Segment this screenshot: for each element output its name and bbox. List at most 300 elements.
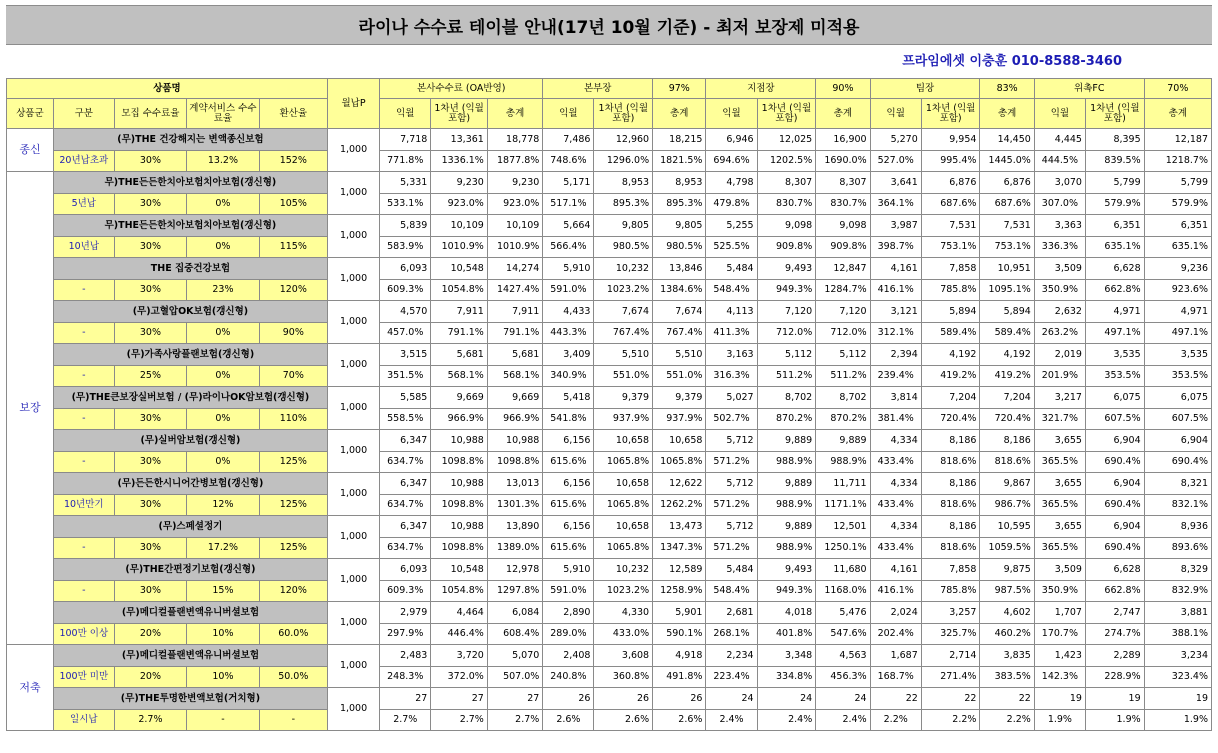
header-section-team: 팀장 (870, 79, 980, 99)
header-product-name: 상품명 (7, 79, 328, 99)
commission-amount: 10,109 (487, 215, 542, 237)
commission-percent: 350.9% (1034, 581, 1085, 602)
commission-amount: 7,204 (921, 387, 980, 409)
commission-amount: 1,687 (870, 645, 921, 667)
commission-percent: 832.1% (1144, 495, 1211, 516)
commission-percent: 579.9% (1085, 194, 1144, 215)
commission-percent: 1.9% (1034, 710, 1085, 731)
commission-percent: 615.6% (543, 495, 594, 516)
commission-amount: 9,889 (757, 516, 816, 538)
commission-amount: 9,493 (757, 559, 816, 581)
commission-amount: 10,658 (594, 516, 653, 538)
commission-percent: 1284.7% (816, 280, 870, 301)
commission-amount: 4,464 (431, 602, 488, 624)
product-rate-row (7, 280, 1212, 301)
commission-amount: 26 (653, 688, 706, 710)
commission-percent: 1202.5% (757, 151, 816, 172)
commission-percent: 818.6% (921, 538, 980, 559)
monthly-premium: 1,000 (327, 645, 379, 688)
commission-percent: 1389.0% (487, 538, 542, 559)
header-section-branch-pct: 90% (816, 79, 870, 99)
header-sub-2: 1차년 (익월포함) (1085, 99, 1144, 129)
header-sub-1: 익월 (1034, 99, 1085, 129)
commission-amount: 5,664 (543, 215, 594, 237)
commission-percent: 1336.1% (431, 151, 488, 172)
commission-amount: 9,954 (921, 129, 980, 151)
monthly-premium: 1,000 (327, 301, 379, 344)
commission-amount: 4,018 (757, 602, 816, 624)
commission-amount: 9,867 (980, 473, 1034, 495)
contract-rate-cell: 12% (187, 495, 260, 516)
commission-percent: 1.9% (1085, 710, 1144, 731)
commission-amount: 4,445 (1034, 129, 1085, 151)
monthly-premium: 1,000 (327, 516, 379, 559)
product-rate-row (7, 409, 1212, 430)
commission-percent: 433.4% (870, 452, 921, 473)
commission-amount: 5,418 (543, 387, 594, 409)
commission-amount: 5,839 (380, 215, 431, 237)
refund-rate-cell: 125% (259, 452, 327, 473)
commission-percent: 2.6% (653, 710, 706, 731)
refund-rate-cell: 60.0% (259, 624, 327, 645)
monthly-premium: 1,000 (327, 688, 379, 731)
commission-amount: 2,394 (870, 344, 921, 366)
commission-amount: 19 (1144, 688, 1211, 710)
commission-amount: 2,408 (543, 645, 594, 667)
commission-amount: 9,889 (757, 473, 816, 495)
commission-amount: 11,711 (816, 473, 870, 495)
commission-percent: 240.8% (543, 667, 594, 688)
commission-percent: 937.9% (653, 409, 706, 430)
contract-rate-cell: 10% (187, 624, 260, 645)
commission-amount: 8,307 (816, 172, 870, 194)
commission-amount: 10,595 (980, 516, 1034, 538)
commission-percent: 497.1% (1085, 323, 1144, 344)
commission-percent: 1065.8% (594, 452, 653, 473)
contract-rate-cell: 17.2% (187, 538, 260, 559)
contract-rate-cell: 0% (187, 323, 260, 344)
commission-percent: 608.4% (487, 624, 542, 645)
refund-rate-cell: 70% (259, 366, 327, 387)
product-name: (무)THE투명한변액보험(거치형) (53, 688, 327, 710)
type-cell: 10년만기 (53, 495, 114, 516)
commission-amount: 4,334 (870, 430, 921, 452)
commission-amount: 10,109 (431, 215, 488, 237)
commission-amount: 4,192 (980, 344, 1034, 366)
commission-percent: 170.7% (1034, 624, 1085, 645)
commission-percent: 381.4% (870, 409, 921, 430)
commission-amount: 6,347 (380, 430, 431, 452)
commission-amount: 5,171 (543, 172, 594, 194)
commission-amount: 4,113 (706, 301, 757, 323)
commission-percent: 988.9% (757, 495, 816, 516)
commission-amount: 12,501 (816, 516, 870, 538)
commission-amount: 6,628 (1085, 258, 1144, 280)
product-row (7, 344, 1212, 366)
commission-percent: 1301.3% (487, 495, 542, 516)
header-sub-3: 총계 (487, 99, 542, 129)
commission-amount: 2,024 (870, 602, 921, 624)
commission-percent: 1690.0% (816, 151, 870, 172)
commission-percent: 248.3% (380, 667, 431, 688)
refund-rate-cell: 90% (259, 323, 327, 344)
contract-rate-cell: 0% (187, 366, 260, 387)
type-cell: 100만 이상 (53, 624, 114, 645)
commission-amount: 9,889 (757, 430, 816, 452)
commission-percent: 590.1% (653, 624, 706, 645)
commission-percent: 1445.0% (980, 151, 1034, 172)
contract-rate-cell: 15% (187, 581, 260, 602)
commission-amount: 4,971 (1085, 301, 1144, 323)
product-rate-row (7, 667, 1212, 688)
commission-amount: 3,641 (870, 172, 921, 194)
commission-percent: 2.2% (870, 710, 921, 731)
commission-amount: 4,433 (543, 301, 594, 323)
commission-amount: 6,876 (921, 172, 980, 194)
commission-percent: 690.4% (1085, 452, 1144, 473)
product-name: 무)THE든든한치아보험치아보험(갱신형) (53, 215, 327, 237)
commission-percent: 635.1% (1085, 237, 1144, 258)
commission-amount: 13,890 (487, 516, 542, 538)
commission-amount: 5,112 (816, 344, 870, 366)
commission-amount: 9,669 (431, 387, 488, 409)
header-section-fc: 위촉FC (1034, 79, 1144, 99)
commission-amount: 27 (380, 688, 431, 710)
product-name: (무)든든한시니어간병보험(갱신형) (53, 473, 327, 495)
commission-percent: 323.4% (1144, 667, 1211, 688)
product-row (7, 602, 1212, 624)
monthly-premium: 1,000 (327, 430, 379, 473)
commission-percent: 895.3% (653, 194, 706, 215)
commission-amount: 8,321 (1144, 473, 1211, 495)
commission-percent: 923.0% (487, 194, 542, 215)
commission-amount: 4,798 (706, 172, 757, 194)
header-section-division-pct: 97% (653, 79, 706, 99)
commission-amount: 2,890 (543, 602, 594, 624)
commission-amount: 22 (980, 688, 1034, 710)
commission-percent: 336.3% (1034, 237, 1085, 258)
commission-amount: 12,589 (653, 559, 706, 581)
commission-amount: 10,951 (980, 258, 1034, 280)
commission-percent: 830.7% (816, 194, 870, 215)
header-monthly-premium: 월납P (327, 79, 379, 129)
raise-rate-cell: 20% (114, 667, 187, 688)
raise-rate-cell: 30% (114, 409, 187, 430)
commission-percent: 609.3% (380, 280, 431, 301)
commission-amount: 4,602 (980, 602, 1034, 624)
header-sub-2: 1차년 (익월포함) (757, 99, 816, 129)
refund-rate-cell: 125% (259, 538, 327, 559)
raise-rate-cell: 30% (114, 237, 187, 258)
header-sub-3: 총계 (816, 99, 870, 129)
product-row (7, 430, 1212, 452)
commission-percent: 1171.1% (816, 495, 870, 516)
commission-amount: 5,712 (706, 516, 757, 538)
commission-amount: 3,121 (870, 301, 921, 323)
commission-percent: 1023.2% (594, 280, 653, 301)
commission-percent: 589.4% (980, 323, 1034, 344)
refund-rate-cell: 50.0% (259, 667, 327, 688)
commission-amount: 5,910 (543, 559, 594, 581)
commission-amount: 2,234 (706, 645, 757, 667)
commission-amount: 6,156 (543, 516, 594, 538)
commission-amount: 6,075 (1144, 387, 1211, 409)
commission-amount: 12,187 (1144, 129, 1211, 151)
commission-amount: 7,911 (431, 301, 488, 323)
commission-percent: 350.9% (1034, 280, 1085, 301)
commission-amount: 6,347 (380, 516, 431, 538)
commission-percent: 986.7% (980, 495, 1034, 516)
monthly-premium: 1,000 (327, 473, 379, 516)
commission-percent: 398.7% (870, 237, 921, 258)
commission-amount: 1,707 (1034, 602, 1085, 624)
commission-percent: 980.5% (653, 237, 706, 258)
commission-amount: 4,570 (380, 301, 431, 323)
commission-percent: 1262.2% (653, 495, 706, 516)
commission-percent: 401.8% (757, 624, 816, 645)
commission-amount: 3,257 (921, 602, 980, 624)
commission-amount: 5,255 (706, 215, 757, 237)
header-sub-1: 익월 (380, 99, 431, 129)
commission-percent: 433.4% (870, 495, 921, 516)
commission-percent: 1877.8% (487, 151, 542, 172)
product-row (7, 258, 1212, 280)
header-refund-rate: 환산율 (259, 99, 327, 129)
commission-amount: 10,548 (431, 258, 488, 280)
type-cell: - (53, 280, 114, 301)
commission-percent: 527.0% (870, 151, 921, 172)
commission-percent: 748.6% (543, 151, 594, 172)
commission-amount: 5,270 (870, 129, 921, 151)
commission-amount: 9,230 (487, 172, 542, 194)
commission-amount: 9,805 (594, 215, 653, 237)
commission-percent: 1821.5% (653, 151, 706, 172)
commission-percent: 720.4% (921, 409, 980, 430)
commission-percent: 364.1% (870, 194, 921, 215)
commission-amount: 4,192 (921, 344, 980, 366)
commission-percent: 365.5% (1034, 538, 1085, 559)
commission-percent: 988.9% (757, 538, 816, 559)
commission-percent: 433.0% (594, 624, 653, 645)
contract-rate-cell: 23% (187, 280, 260, 301)
commission-amount: 6,946 (706, 129, 757, 151)
type-cell: 일시납 (53, 710, 114, 731)
commission-percent: 2.4% (706, 710, 757, 731)
type-cell: - (53, 538, 114, 559)
commission-percent: 634.7% (380, 452, 431, 473)
commission-amount: 5,027 (706, 387, 757, 409)
header-section-branch: 지점장 (706, 79, 816, 99)
commission-percent: 223.4% (706, 667, 757, 688)
commission-amount: 8,395 (1085, 129, 1144, 151)
commission-percent: 419.2% (921, 366, 980, 387)
table-body (7, 129, 1212, 731)
commission-percent: 818.6% (921, 495, 980, 516)
commission-amount: 6,093 (380, 258, 431, 280)
commission-amount: 5,910 (543, 258, 594, 280)
product-group-label: 저축 (7, 645, 54, 731)
commission-amount: 5,476 (816, 602, 870, 624)
commission-amount: 5,712 (706, 430, 757, 452)
commission-percent: 767.4% (594, 323, 653, 344)
commission-percent: 263.2% (1034, 323, 1085, 344)
commission-amount: 16,900 (816, 129, 870, 151)
commission-percent: 589.4% (921, 323, 980, 344)
raise-rate-cell: 30% (114, 495, 187, 516)
commission-percent: 571.2% (706, 495, 757, 516)
commission-amount: 9,889 (816, 430, 870, 452)
monthly-premium: 1,000 (327, 129, 379, 172)
type-cell: - (53, 452, 114, 473)
product-rate-row (7, 194, 1212, 215)
commission-percent: 1065.8% (653, 452, 706, 473)
commission-percent: 690.4% (1144, 452, 1211, 473)
commission-percent: 334.8% (757, 667, 816, 688)
refund-rate-cell: 120% (259, 280, 327, 301)
commission-percent: 2.6% (594, 710, 653, 731)
commission-amount: 3,509 (1034, 559, 1085, 581)
commission-amount: 9,098 (757, 215, 816, 237)
commission-percent: 168.7% (870, 667, 921, 688)
product-name: (무)실버암보험(갱신형) (53, 430, 327, 452)
commission-percent: 634.7% (380, 495, 431, 516)
commission-amount: 6,093 (380, 559, 431, 581)
raise-rate-cell: 30% (114, 280, 187, 301)
commission-amount: 8,953 (653, 172, 706, 194)
commission-percent: 312.1% (870, 323, 921, 344)
commission-amount: 9,805 (653, 215, 706, 237)
commission-amount: 3,409 (543, 344, 594, 366)
commission-amount: 8,307 (757, 172, 816, 194)
header-section-fc-pct: 70% (1144, 79, 1211, 99)
commission-amount: 10,988 (431, 516, 488, 538)
commission-amount: 8,702 (816, 387, 870, 409)
commission-percent: 687.6% (921, 194, 980, 215)
type-cell: 10년납 (53, 237, 114, 258)
product-row (7, 559, 1212, 581)
commission-amount: 18,215 (653, 129, 706, 151)
commission-percent: 443.3% (543, 323, 594, 344)
raise-rate-cell: 2.7% (114, 710, 187, 731)
raise-rate-cell: 30% (114, 194, 187, 215)
commission-amount: 9,379 (653, 387, 706, 409)
commission-percent: 502.7% (706, 409, 757, 430)
commission-amount: 12,622 (653, 473, 706, 495)
type-cell: - (53, 366, 114, 387)
contact-info: 프라임에셋 이충훈 010-8588-3460 (902, 54, 1122, 69)
commission-amount: 6,156 (543, 473, 594, 495)
product-row (7, 387, 1212, 409)
commission-percent: 791.1% (431, 323, 488, 344)
commission-amount: 2,979 (380, 602, 431, 624)
commission-percent: 1010.9% (487, 237, 542, 258)
commission-amount: 8,186 (921, 516, 980, 538)
commission-amount: 3,535 (1144, 344, 1211, 366)
commission-amount: 3,535 (1085, 344, 1144, 366)
commission-percent: 662.8% (1085, 280, 1144, 301)
refund-rate-cell: 125% (259, 495, 327, 516)
commission-percent: 571.2% (706, 452, 757, 473)
commission-amount: 6,904 (1085, 473, 1144, 495)
commission-amount: 9,669 (487, 387, 542, 409)
commission-percent: 771.8% (380, 151, 431, 172)
commission-amount: 6,904 (1085, 516, 1144, 538)
commission-amount: 12,847 (816, 258, 870, 280)
commission-amount: 27 (431, 688, 488, 710)
commission-amount: 5,510 (594, 344, 653, 366)
commission-amount: 4,334 (870, 473, 921, 495)
commission-amount: 3,348 (757, 645, 816, 667)
commission-percent: 791.1% (487, 323, 542, 344)
commission-amount: 7,120 (757, 301, 816, 323)
commission-percent: 416.1% (870, 581, 921, 602)
commission-percent: 511.2% (757, 366, 816, 387)
commission-percent: 583.9% (380, 237, 431, 258)
commission-percent: 895.3% (594, 194, 653, 215)
monthly-premium: 1,000 (327, 602, 379, 645)
commission-percent: 818.6% (980, 452, 1034, 473)
product-row (7, 516, 1212, 538)
commission-percent: 1384.6% (653, 280, 706, 301)
monthly-premium: 1,000 (327, 387, 379, 430)
monthly-premium: 1,000 (327, 559, 379, 602)
commission-percent: 571.2% (706, 538, 757, 559)
product-row (7, 215, 1212, 237)
commission-percent: 870.2% (816, 409, 870, 430)
type-cell: - (53, 581, 114, 602)
commission-percent: 923.0% (431, 194, 488, 215)
commission-amount: 5,894 (980, 301, 1034, 323)
commission-amount: 19 (1034, 688, 1085, 710)
commission-percent: 712.0% (757, 323, 816, 344)
commission-amount: 2,289 (1085, 645, 1144, 667)
commission-amount: 24 (706, 688, 757, 710)
commission-amount: 24 (816, 688, 870, 710)
commission-percent: 268.1% (706, 624, 757, 645)
refund-rate-cell: 110% (259, 409, 327, 430)
commission-percent: 388.1% (1144, 624, 1211, 645)
commission-percent: 1054.8% (431, 581, 488, 602)
commission-percent: 142.3% (1034, 667, 1085, 688)
commission-amount: 5,510 (653, 344, 706, 366)
commission-amount: 8,186 (921, 430, 980, 452)
commission-amount: 3,363 (1034, 215, 1085, 237)
commission-percent: 307.0% (1034, 194, 1085, 215)
header-type: 구분 (53, 99, 114, 129)
commission-amount: 5,070 (487, 645, 542, 667)
commission-percent: 353.5% (1085, 366, 1144, 387)
commission-percent: 1258.9% (653, 581, 706, 602)
commission-percent: 568.1% (431, 366, 488, 387)
commission-percent: 687.6% (980, 194, 1034, 215)
commission-percent: 591.0% (543, 581, 594, 602)
commission-amount: 13,473 (653, 516, 706, 538)
raise-rate-cell: 30% (114, 538, 187, 559)
commission-percent: 360.8% (594, 667, 653, 688)
commission-percent: 1347.3% (653, 538, 706, 559)
header-contract-rate: 계약서비스 수수료율 (187, 99, 260, 129)
commission-amount: 9,230 (431, 172, 488, 194)
commission-percent: 525.5% (706, 237, 757, 258)
product-row (7, 172, 1212, 194)
commission-amount: 6,351 (1144, 215, 1211, 237)
commission-percent: 1065.8% (594, 495, 653, 516)
commission-percent: 1098.8% (487, 452, 542, 473)
commission-percent: 609.3% (380, 581, 431, 602)
header-raise-rate: 모집 수수료율 (114, 99, 187, 129)
commission-percent: 1098.8% (431, 452, 488, 473)
commission-percent: 937.9% (594, 409, 653, 430)
